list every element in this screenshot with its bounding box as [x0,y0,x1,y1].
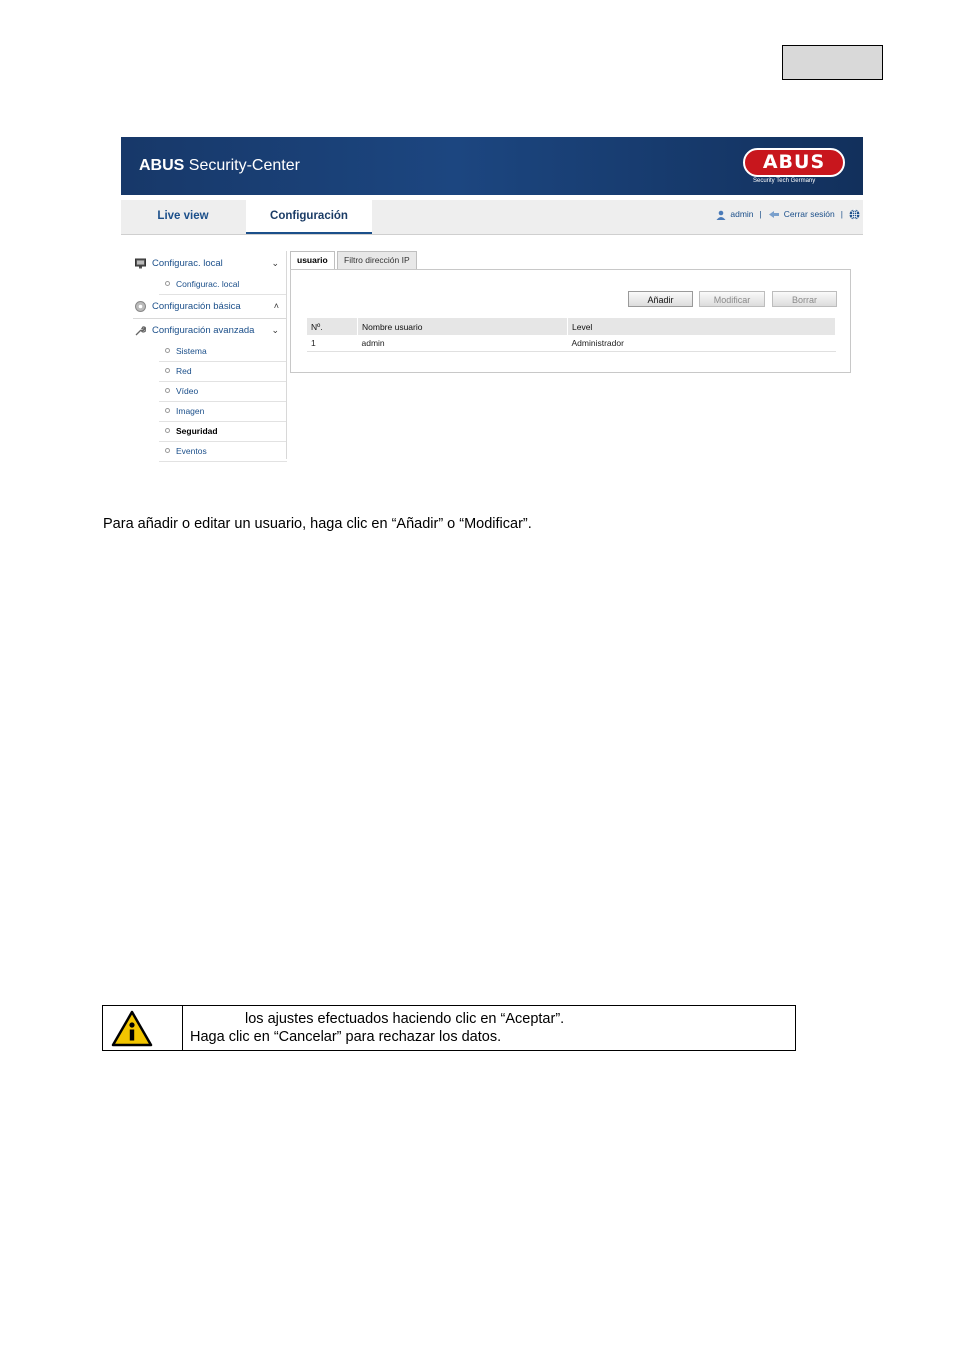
table-header-row [307,318,836,335]
note-text-line1: los ajustes efectuados haciendo clic en “Aceptar”. [245,1011,565,1027]
sidebar-item-label: Configurac. local [176,279,240,289]
sidebar-group-local[interactable] [133,252,287,275]
modify-button[interactable]: Modificar [699,291,765,307]
header-banner [121,137,863,195]
sidebar-item-label: Eventos [176,446,207,456]
main-navbar [121,200,863,235]
table-row[interactable] [307,335,836,352]
bullet-icon [165,348,170,353]
column-header: Nº. [307,318,358,335]
warning-info-icon [111,1010,153,1047]
tab-usuario[interactable]: usuario [290,251,335,270]
column-header: Level [568,318,836,335]
bullet-icon [165,281,170,286]
separator: | [840,209,843,219]
tab-live-view[interactable]: Live view [157,210,209,222]
sidebar-item-local-config[interactable] [159,275,287,295]
delete-button[interactable]: Borrar [772,291,837,307]
logout-icon [768,210,780,219]
logo-subtitle: Security Tech Germany [753,178,816,184]
user-area [716,209,860,220]
sidebar-group-label: Configurac. local [152,258,223,269]
bullet-icon [165,448,170,453]
settings-disc-icon [135,301,146,312]
app-title: ABUS Security-Center [139,157,300,174]
add-button[interactable]: Añadir [628,291,693,307]
sidebar-item-label: Imagen [176,406,205,416]
column-header: Nombre usuario [358,318,568,335]
note-icon-cell [103,1006,183,1050]
tab-ip-filter[interactable]: Filtro dirección IP [337,251,417,269]
sidebar-group-advanced[interactable] [133,319,287,342]
monitor-icon [135,258,146,269]
instruction-paragraph: Para añadir o editar un usuario, haga clic en “Añadir” o “Modificar”. [103,516,532,532]
sidebar-item-label: Red [176,366,192,376]
user-panel [290,269,851,373]
tab-configuration[interactable]: Configuración [246,200,372,234]
sidebar-item-eventos[interactable] [159,442,287,462]
page-number-box [782,45,883,80]
sidebar-item-imagen[interactable] [159,402,287,422]
sidebar-group-label: Configuración avanzada [152,325,255,336]
separator: | [759,209,762,219]
bullet-icon [165,388,170,393]
table-cell: Administrador [568,335,836,352]
username-link[interactable]: admin [730,209,754,219]
sidebar-item-video[interactable] [159,382,287,402]
table-cell: 1 [307,335,358,352]
sidebar-item-red[interactable] [159,362,287,382]
sidebar-item-label: Seguridad [176,426,218,436]
sidebar-item-seguridad[interactable] [159,422,287,442]
info-note [102,1005,796,1051]
sidebar-item-sistema[interactable] [159,342,287,362]
chevron-up-icon: ˄ [273,301,279,311]
sidebar-divider [286,251,287,459]
wrench-icon [135,325,146,336]
app-screenshot [121,137,863,462]
sidebar-group-label: Configuración básica [152,301,241,312]
sidebar-group-basic[interactable] [133,295,287,319]
bullet-icon [165,408,170,413]
globe-icon[interactable] [849,209,860,220]
user-icon [716,210,726,220]
sidebar-item-label: Sistema [176,346,207,356]
logout-link[interactable]: Cerrar sesión [783,209,835,219]
sidebar-item-label: Vídeo [176,386,199,396]
abus-logo: ABUS [743,148,845,177]
chevron-down-icon: ⌄ [271,258,279,268]
note-text-line2: Haga clic en “Cancelar” para rechazar los datos. [190,1029,502,1045]
config-sidebar [133,252,287,462]
bullet-icon [165,368,170,373]
user-table [307,318,836,352]
bullet-icon [165,428,170,433]
chevron-down-icon: ⌄ [271,325,279,335]
table-cell: admin [358,335,568,352]
